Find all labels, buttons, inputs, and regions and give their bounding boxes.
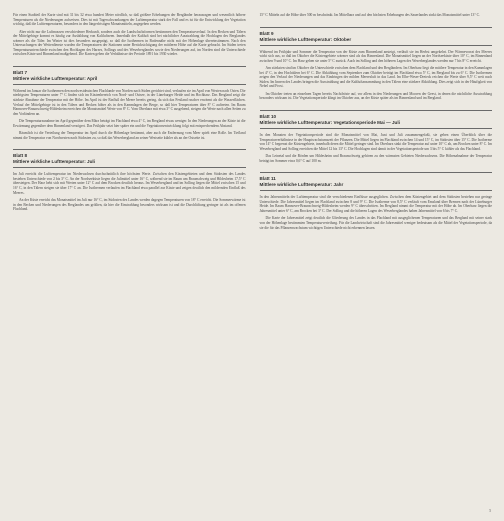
sheet-7-title: Mittlere wirkliche Lufttemperatur: April [13,76,246,85]
paragraph: Die Karte der Jahresmittel zeigt deutlich die Gliederung des Landes in das Flachland mit ausgeglichenen Temperaturen und das Bergland mit seiner stark von der Höhenlage bestimmten Temperaturverteilung. Für die Landwirtschaft sind die Jahresmittel weniger bedeutsam als die Mittel der Vegetationsperiode, da sie die für das Pflanzenwachstum wichtigen Unterschiede nicht erkennen lassen. [259,216,492,230]
paragraph: Während im Frühjahr und Sommer die Temperatur von der Küste zum Binnenland ansteigt, verläuft sie im Herbst umgekehrt. Der Wärmevorrat des Meeres wirkt sich aus, so daß im Oktober die Küstengebiete wärmer sind als das Binnenland. Die Monatsmittel liegen an der Nordseeküste über 10° C, im Binnenland zwischen 9 und 10° C. Im Harz gehen sie unter 5° C zurück. Auch im Solling und den höheren Lagen des Weserberglandes werden nur 7 bis 8° C erreicht. [259,49,492,63]
paragraph: Das Leinetal und die Börden um Hildesheim und Braunschweig gehören zu den wärmsten Gebieten Niedersachsens. Die Höhenabnahme der Temperatur beträgt im Sommer etwa 0,6° C auf 100 m. [259,154,492,163]
sheet-11-number: Blatt 11 [259,176,276,182]
page-number: 5 [489,509,491,513]
sheet-9-header [260,27,493,46]
paragraph: Am stärksten sind im Oktober die Unterschiede zwischen dem Flachland und den Bergländern. Im Oberharz liegt die mittlere Temperatur in den Kammlagen bei 4° C, in den Hochtälern bei 6° C. Die Abkühlung vom September zum Oktober beträgt im Flachland etwa 5° C, im Bergland bis zu 6° C. Die Isothermen zeigen den Verlauf der Niederungen und das Eindringen der milden Meeresluft in das Land. Im Elbe-Weser-Dreieck reichen die Werte über 9,5° C weit nach Süden. Im Innern des Landes bringen die Ausstrahlung und die Kaltluftansammlung in den Tälern eine stärkere Abkühlung. Dies zeigt sich in der Häufigkeit von Nebel und Frost. [259,66,492,89]
sheet-9-section [260,21,493,104]
sheet-11-section [260,166,493,233]
paragraph: Im Oktober treten an einzelnen Tagen bereits Nachtfröste auf, vor allem in den Niederungen und Mooren der Geest, in denen die nächtliche Ausstrahlung besonders wirksam ist. Die Vegetationsperiode klingt im Oktober aus, an der Küste später als im Binnenland und im Bergland. [259,91,492,101]
paragraph: Die Temperaturzunahme im April gegenüber dem März beträgt im Flachland etwa 4° C, im Bergland etwas weniger. In den Niederungen an der Küste ist die Erwärmung gegenüber dem Binnenland verzögert. Das Frühjahr setzt hier später ein und die Vegetationsentwicklung folgt mit entsprechendem Abstand. [13,119,246,128]
right-intro-section [260,13,493,21]
sheet-7-section [13,60,246,143]
sheet-7-number: Blatt 7 [13,69,28,75]
paragraph: Während im Januar die Isothermen den nordwestdeutschen Flachlande von Norden nach Süden gerichtet sind, verlaufen sie im April von Westen nach Osten. Die niedrigsten Temperaturen unter 7° C finden sich im Küstenbereich von Nord- und Ostsee, in der Lüneburger Heide und im Hochharz. Das Bergland zeigt die stärkste Abnahme der Temperatur mit der Höhe. Im April ist der Einfluß der Meere bereits gering, da sich das Festland rascher erwärmt als die Wasserflächen. Verlauf der Mittelgebirge ist in den Tälern und Becken höher als in den Kammlagen der Berge, so daß hier Temperaturen über 8° C auftreten. Im Raum Hannover-Braunschweig-Hildesheim erreichen die Monatsmittel Werte von 8° C. Vom Oberharz mit etwa 3° C ausgehend, steigen die Werte nach allen Seiten zu den Vorländern an. [13,88,246,116]
right-column [260,13,493,513]
sheet-9-title: Mittlere wirkliche Lufttemperatur: Oktober [260,37,493,46]
sheet-10-number: Blatt 10 [259,114,277,120]
sheet-11-header [260,172,493,191]
sheet-10-header [260,110,493,129]
paragraph: An der Küste erreicht das Monatsmittel im Juli nur 16° C, im Südosten des Landes werden dagegen Temperaturen von 18° C erreicht. Die Sommerwärme ist in den Becken und Niederungen des Berglandes am größten, da hier die Einstrahlung besonders wirksam ist und die Durchlüftung geringer ist als im offenen Flachland. [13,198,246,212]
sheet-8-title: Mittlere wirkliche Lufttemperatur: Juli [13,159,246,168]
intro-section [13,13,246,60]
sheet-10-title: Mittlere wirkliche Lufttemperatur: Vegetationsperiode Mai — Juli [260,120,493,129]
sheet-9-number: Blatt 9 [259,30,274,36]
paragraph: 15° C Mitteln auf die Höhe über 500 m beschränkt. Im Mittelharz und auf den höchsten Erhebungen des Sauerlandes sinkt das Monatsmittel unter 13° C. [259,13,480,17]
paragraph: Räumlich ist die Verteilung der Temperatur im April durch die Höhenlage bestimmt, aber auch die Entfernung vom Meer spielt eine Rolle. Im Tiefland nimmt die Temperatur von Nordwesten nach Südosten zu, so daß das Weserbergland an seiner Westseite kühler als an der Ostseite ist. [13,131,246,140]
left-column [13,13,246,513]
sheet-10-section [260,104,493,166]
paragraph: In den Monaten der Vegetationsperiode sind die Monatsmittel von Mai, Juni und Juli zusammengefaßt, sie geben einen Überblick über die Temperaturverhältnisse in der Hauptwachstumszeit der Pflanzen. Die Mittel liegen im Flachland zwischen 14 und 15° C, im Südosten über 15° C. Die Isotherme von 14° C begrenzt die Küstengebiete, innerhalb deren die Mittel geringer sind. Im Oberharz sinkt die Temperatur auf unter 10° C ab, am Brocken unter 8° C. Im Weserbergland und Solling erreichen die Mittel 12 bis 13° C. Die Hochlagen sind damit in der Vegetationsperiode um 3 bis 5° C kühler als das Flachland. [259,133,492,151]
paragraph: In den Jahresmitteln der Lufttemperatur sind die verschiedenen Einflüsse ausgeglichen. Zwischen dem Küstengebiet und dem Südosten bestehen nur geringe Unterschiede. Die Jahresmittel liegen im Flachland zwischen 8 und 9° C. Die Isotherme von 8,5° C verläuft vom Emsland über Bremen nach der Lüneburger Heide. Im Raum Hannover-Braunschweig-Hildesheim werden 9° C überschritten. Im Bergland nimmt die Temperatur mit der Höhe ab. Im Oberharz liegen die Jahresmittel unter 6° C, am Brocken bei 3° C. Der Solling und die höheren Lagen des Weserberglandes haben Jahresmittel von 6 bis 7° C. [259,195,492,213]
sheet-8-number: Blatt 8 [13,153,28,159]
paragraph: Im Juli erreicht die Lufttemperatur im Niedersachsen durchschnittlich ihre höchsten Werte. Zwischen den Küstengebieten und dem Südosten des Landes bestehen Unterschiede von 2 bis 3° C. An der Nordseeküste liegen die Julimittel unter 16° C, während sie im Raum um Braunschweig und Hildesheim 17,5° C übersteigen. Der Harz hebt sich mit Werten unter 12° C auf dem Brocken deutlich heraus. Im Weserbergland und im Solling liegen die Mittel zwischen 15 und 16° C, in den Tälern steigen sie über 17° C an. Die Isothermen verlaufen im Flachland etwa parallel zur Küste und zeigen deutlich den mildernden Einfluß des Meeres. [13,172,246,195]
paragraph: Für einen Stadtteil der Karte sind mit 31 bis 32 etwa hundert Meter nördlich, so daß größere Erhebungen der Bergländer herausragen und wesentlich höhere Temperaturen als die Niederungen aufweisen. Dies ist mit Tagesschwankungen der Lufttemperatur stark der Fall und es ist für die Entwicklung der Vegetation wichtig, daß die Lufttemperaturen, besonders in den längerfristigen Monatsmitteln, angegeben werden. [13,13,246,27]
sheet-7-header [13,66,246,85]
sheet-8-header [13,149,246,168]
sheet-11-title: Mittlere wirkliche Lufttemperatur: Jahr [260,182,493,191]
sheet-8-section [13,143,246,214]
paragraph: Aber nicht nur die Luftmassen verschiedener Herkunft, sondern auch die Landschaftsformen bestimmen den Temperaturverlauf. In den Becken und Tälern der Mittelgebirge kommt es häufig zur Ausbildung von Kaltluftseen. Innerhalb der Kaltluft sind bei nächtlicher Ausstrahlung die Hochlagen des Berglandes wärmer als die Täler. Im Winter ist dies besonders ausgeprägt, so daß die Isothermen in Bodennähe nicht mit der Höhenlage übereinstimmen. Nach den Untersuchungen der Wetterdienste wurden die Temperaturen der Stationen unter Berücksichtigung der mittleren Höhe auf die Karte gebracht. Im Süden treten Temperaturunterschiede zwischen den Hochlagen des Harzes, Sollings und des Weserberglandes sowie den Niederungen auf, im Norden sind die Unterschiede zwischen Küste und Binnenland maßgebend. Die Karten geben die Verhältnisse der Periode 1891 bis 1930 wieder. [13,29,246,57]
